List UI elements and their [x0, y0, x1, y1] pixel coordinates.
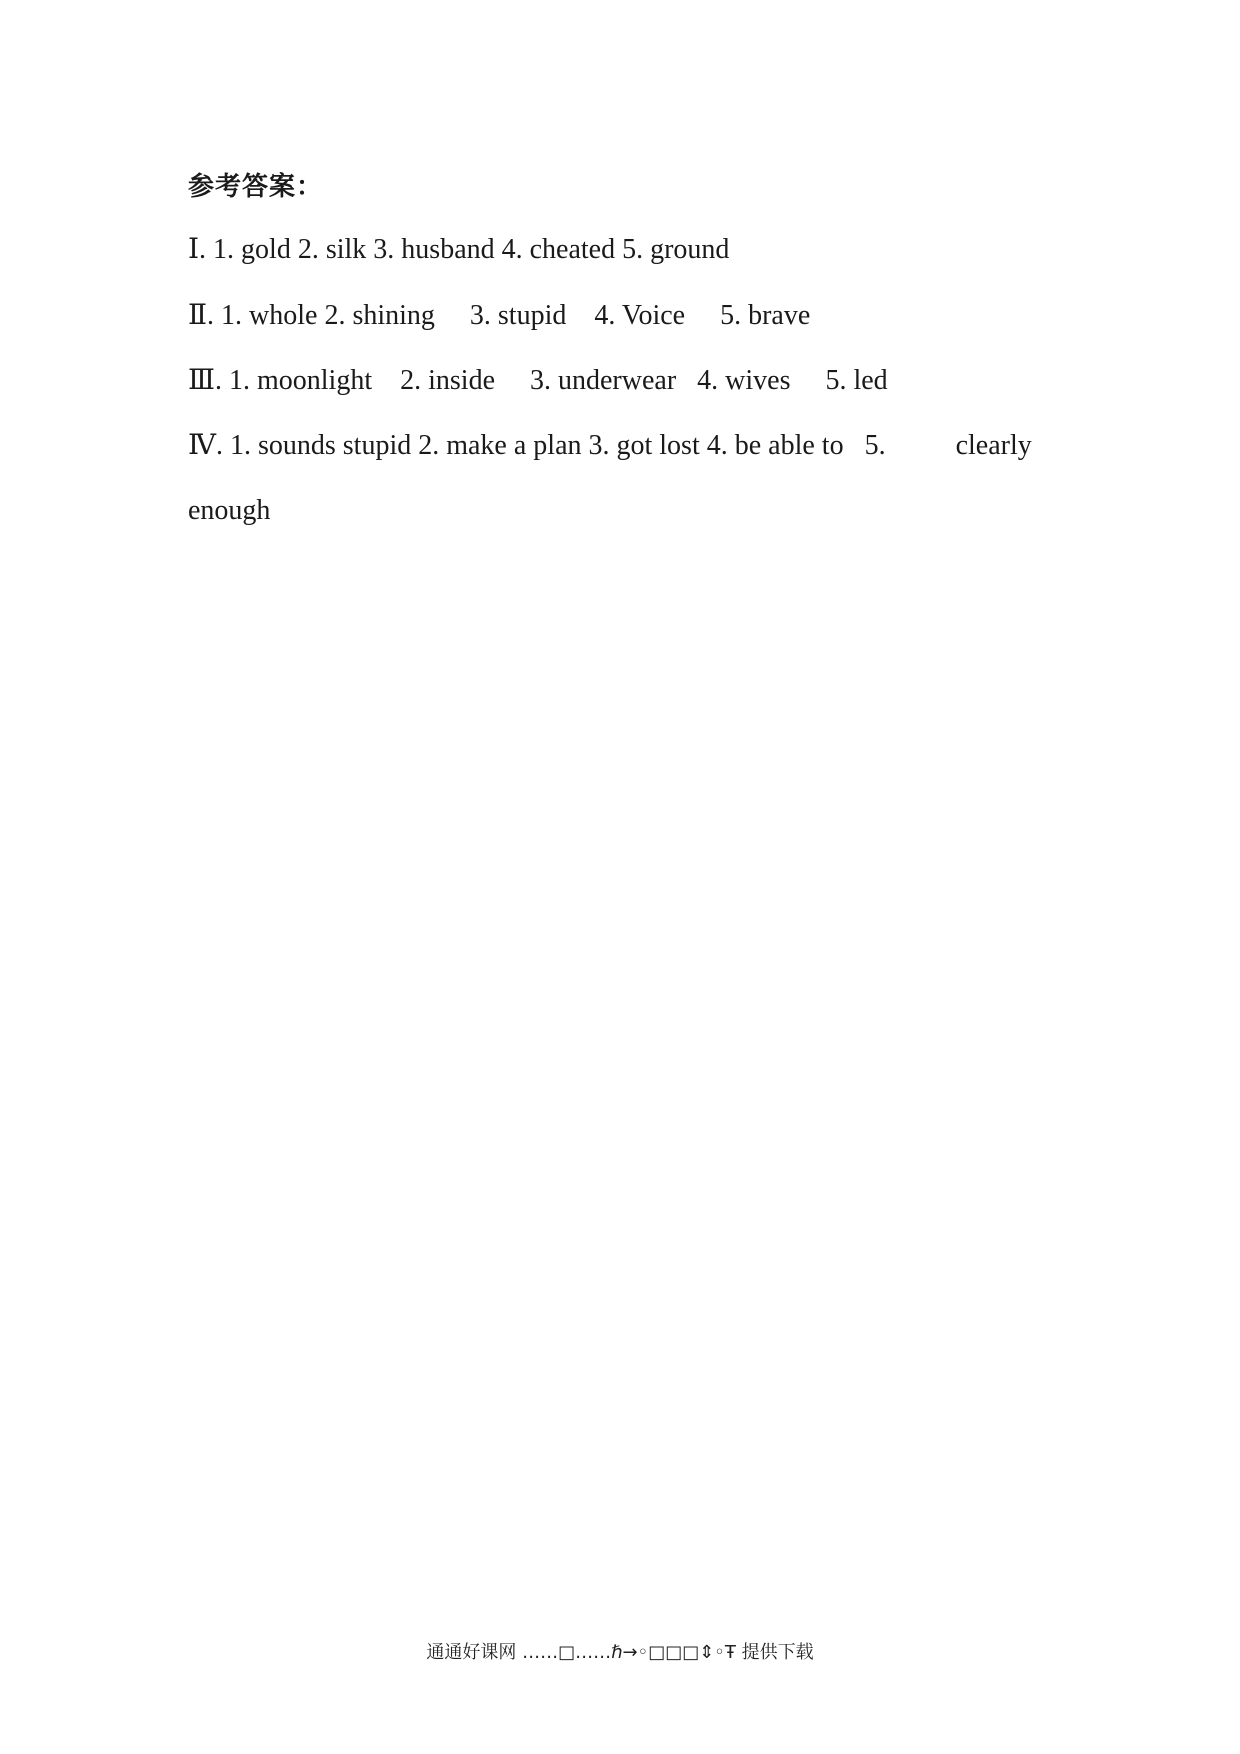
answer-section-4: Ⅳ. 1. sounds stupid 2. make a plan 3. got lost 4. be able to 5. clearly — [188, 430, 1032, 461]
answer-section-4-continuation: enough — [188, 495, 271, 526]
answer-section-1: Ⅰ. 1. gold 2. silk 3. husband 4. cheated 5. ground — [188, 234, 730, 265]
answer-section-3: Ⅲ. 1. moonlight 2. inside 3. underwear 4. wives 5. led — [188, 365, 888, 396]
answer-section-2: Ⅱ. 1. whole 2. shining 3. stupid 4. Voice 5. brave — [188, 300, 811, 331]
answer-key-heading: 参考答案： — [188, 172, 324, 202]
page-footer: 通通好课网 ……□……ℏ→◦□□□⇕◦Ŧ 提供下载 — [426, 1642, 814, 1663]
